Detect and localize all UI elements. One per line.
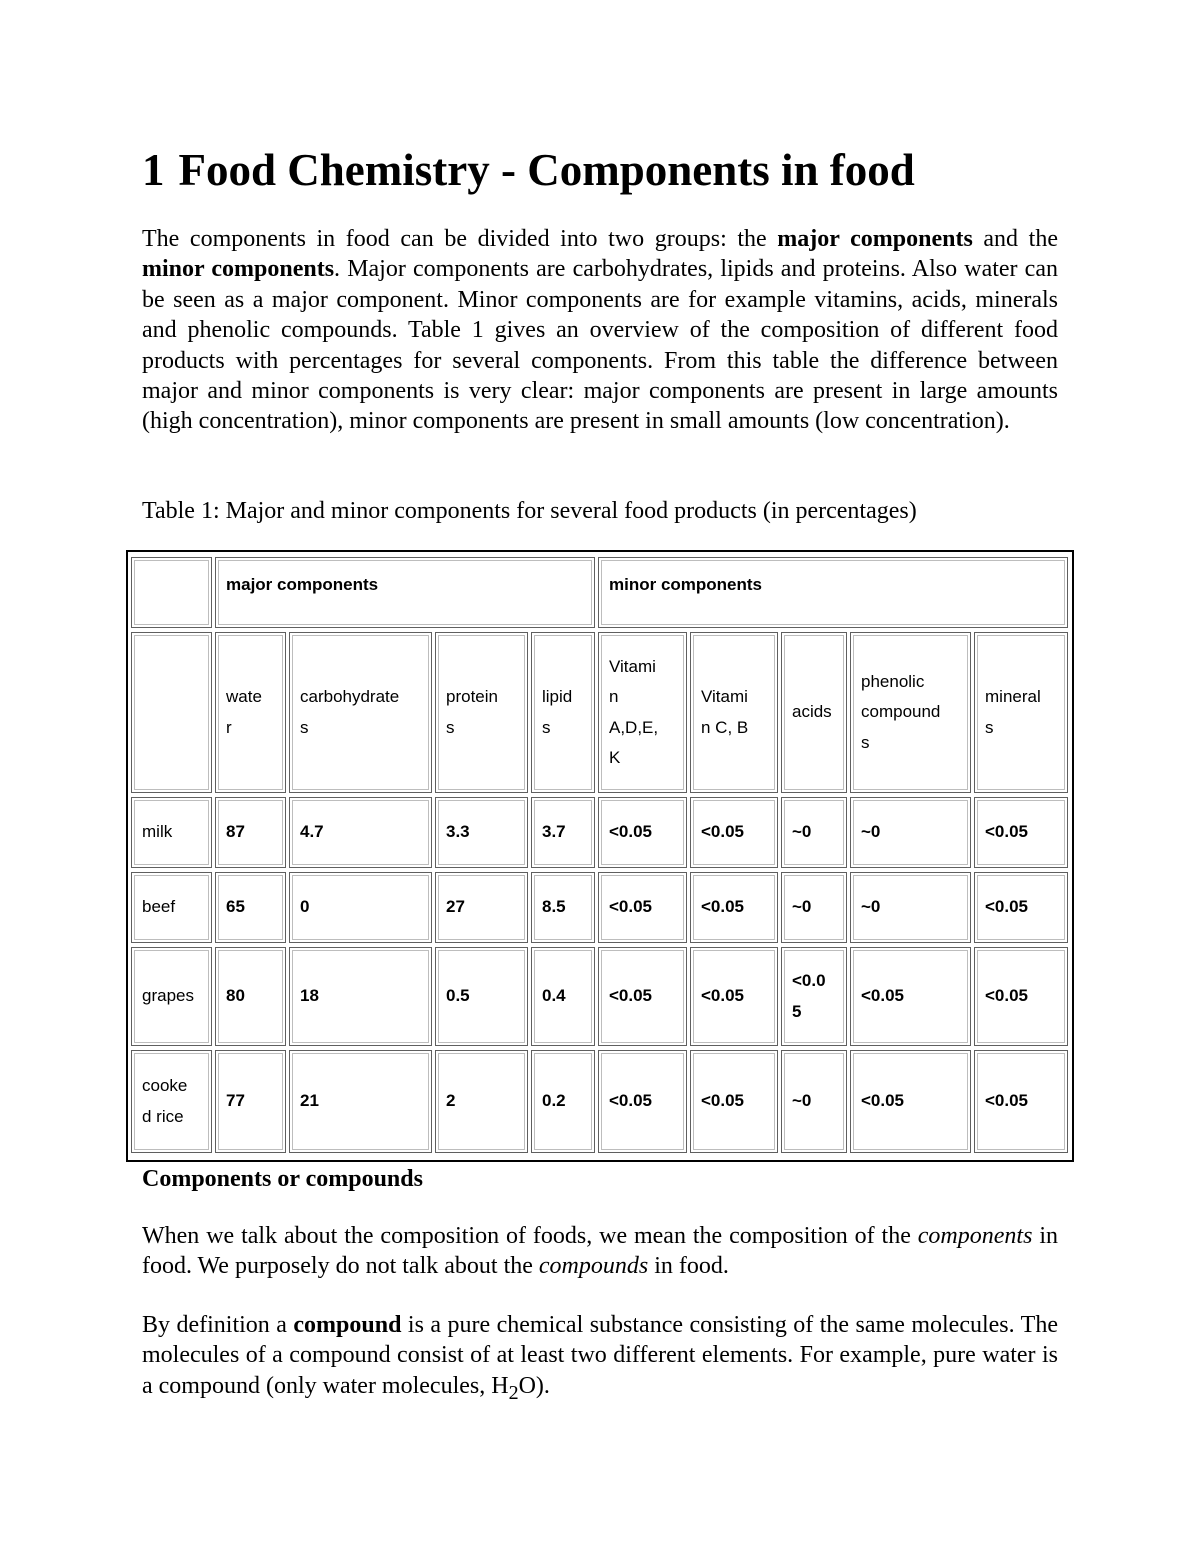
cell-text	[701, 817, 744, 848]
table-value-cell	[974, 797, 1068, 868]
cell-text	[861, 817, 880, 848]
cell-line: 3.3	[446, 822, 470, 842]
column-header	[974, 632, 1068, 793]
cell-line: 4.7	[300, 822, 324, 842]
composition-paragraph	[142, 1221, 1058, 1282]
cell-line: phenolic	[861, 671, 925, 691]
cell-text	[609, 570, 762, 601]
cell-line: beef	[142, 897, 176, 917]
table-value-cell	[781, 1050, 847, 1153]
cell-text	[142, 817, 172, 848]
cell-line: 65	[226, 897, 245, 917]
table-value-cell	[781, 947, 847, 1046]
column-header	[850, 632, 971, 793]
table-value-cell	[289, 1050, 432, 1153]
cell-line: wate	[226, 687, 262, 706]
section-number: 1	[142, 145, 165, 195]
cell-text	[226, 981, 245, 1012]
cell-text	[861, 892, 880, 923]
column-header	[435, 632, 528, 793]
cell-text	[300, 817, 324, 848]
cell-text	[542, 1086, 566, 1117]
cell-line: s	[861, 732, 870, 752]
cell-line: <0.05	[985, 822, 1029, 842]
cell-line: <0.05	[701, 822, 745, 842]
intro-text: and the	[972, 226, 1058, 252]
table-value-cell	[974, 947, 1068, 1046]
cell-line: Vitami	[701, 687, 748, 706]
cell-line: 0.4	[542, 986, 566, 1006]
cell-text	[446, 892, 465, 923]
table-value-cell	[850, 797, 971, 868]
cell-line: ~0	[792, 897, 812, 917]
cell-text	[609, 981, 652, 1012]
table-value-cell	[781, 797, 847, 868]
cell-text	[446, 817, 470, 848]
cell-line: <0.0	[792, 971, 826, 990]
cell-line: <0.05	[609, 1091, 653, 1111]
cell-text	[226, 1086, 245, 1117]
intro-major-term: major components	[777, 226, 973, 252]
row-label	[131, 947, 212, 1046]
cell-line: ~0	[861, 822, 881, 842]
cell-line: 80	[226, 986, 245, 1006]
cell-line: 0.5	[446, 986, 470, 1006]
intro-paragraph	[142, 224, 1058, 437]
cell-line: <0.05	[985, 986, 1029, 1006]
row-label	[131, 872, 212, 943]
cell-text	[542, 682, 572, 743]
cell-text	[226, 682, 262, 743]
cell-text	[300, 682, 399, 743]
cell-line: <0.05	[985, 897, 1029, 917]
cell-line: <0.05	[701, 986, 745, 1006]
table-value-cell	[435, 872, 528, 943]
table-value-cell	[531, 1050, 595, 1153]
para-text: When we talk about the composition of foods, we mean the composition of the	[142, 1223, 918, 1249]
cell-line: <0.05	[609, 986, 653, 1006]
compounds-term: compounds	[538, 1253, 649, 1280]
cell-line: 0.2	[542, 1091, 566, 1111]
cell-text	[142, 1071, 187, 1132]
cell-line: <0.05	[861, 986, 905, 1006]
cell-line: <0.05	[609, 897, 653, 917]
cell-text	[609, 892, 652, 923]
cell-text	[701, 892, 744, 923]
table-value-cell	[690, 947, 778, 1046]
cell-line: acids	[792, 702, 832, 722]
cell-text	[861, 981, 904, 1012]
cell-text	[300, 981, 319, 1012]
cell-line: ~0	[861, 897, 881, 917]
table-value-cell	[598, 797, 687, 868]
cell-line: d rice	[142, 1106, 184, 1126]
cell-line: 8.5	[542, 897, 566, 917]
cell-line: <0.05	[701, 897, 745, 917]
row-label	[131, 797, 212, 868]
table-value-cell	[435, 947, 528, 1046]
table-value-cell	[850, 872, 971, 943]
cell-line: cooke	[142, 1076, 188, 1095]
table-value-cell	[598, 947, 687, 1046]
cell-text	[609, 817, 652, 848]
cell-text	[985, 981, 1028, 1012]
table-value-cell	[215, 797, 286, 868]
cell-line: 2	[446, 1091, 456, 1111]
table-value-cell	[289, 947, 432, 1046]
column-header	[690, 632, 778, 793]
components-table	[126, 550, 1074, 1162]
cell-line: Vitami	[609, 656, 656, 676]
cell-text	[985, 817, 1028, 848]
table-value-cell	[690, 797, 778, 868]
para-text: in food.	[648, 1253, 729, 1280]
blank-header-cell	[131, 632, 212, 793]
cell-line: n	[609, 687, 619, 706]
column-header	[598, 632, 687, 793]
cell-line: minor components	[609, 575, 763, 594]
cell-line: <0.05	[861, 1091, 905, 1111]
cell-line: compound	[861, 702, 941, 722]
cell-text	[861, 667, 940, 759]
section-subheading: Components or compounds	[142, 1166, 423, 1192]
table-value-cell	[974, 1050, 1068, 1153]
row-label	[131, 1050, 212, 1153]
table-value-cell	[690, 1050, 778, 1153]
cell-text	[446, 1086, 455, 1117]
intro-text: . Major components are carbohydrates, lipids and proteins. Also water can be seen as a major component. Minor components are for example vitamins, acids, minerals and phenolic compounds. Table 1 gives an overview of the composition of different food products with percentages for several components. From this table the difference between major and minor components is very clear: major components are present in large amounts (high concentration), minor components are present in small amounts (low concentration).	[142, 256, 1058, 435]
table-value-cell	[974, 872, 1068, 943]
cell-text	[542, 892, 566, 923]
minor-components-header	[598, 557, 1068, 628]
table-value-cell	[531, 947, 595, 1046]
cell-line: s	[985, 717, 994, 737]
table-value-cell	[215, 947, 286, 1046]
cell-line: 18	[300, 986, 319, 1006]
cell-text	[542, 981, 566, 1012]
table-value-cell	[435, 797, 528, 868]
column-header	[215, 632, 286, 793]
cell-text	[446, 682, 498, 743]
table-value-cell	[690, 872, 778, 943]
cell-text	[300, 1086, 319, 1117]
cell-line: lipid	[542, 687, 573, 706]
table-value-cell	[598, 1050, 687, 1153]
cell-text	[701, 981, 744, 1012]
cell-text	[792, 697, 832, 728]
para-text: is a pure chemical substance consisting of the same molecules. The molecules of a compound consist of at least two different elements. For example, pure water is a compound (only water molecules, H	[142, 1312, 1058, 1399]
cell-text	[701, 682, 748, 743]
cell-line: ~0	[792, 1091, 812, 1111]
table-value-cell	[435, 1050, 528, 1153]
para-text: By definition a	[142, 1312, 294, 1338]
components-term: components	[917, 1223, 1033, 1249]
cell-line: <0.05	[701, 1091, 745, 1111]
cell-text	[985, 682, 1041, 743]
cell-line: ~0	[792, 822, 812, 842]
cell-text	[226, 817, 245, 848]
cell-text	[985, 892, 1028, 923]
cell-text	[142, 981, 194, 1012]
cell-line: 77	[226, 1091, 245, 1111]
cell-text	[792, 817, 811, 848]
cell-line: carbohydrate	[300, 687, 400, 706]
cell-line: 5	[792, 1001, 802, 1021]
table-value-cell	[598, 872, 687, 943]
table-value-cell	[850, 947, 971, 1046]
para-text: O).	[518, 1372, 550, 1399]
cell-text	[446, 981, 470, 1012]
column-header	[531, 632, 595, 793]
table-value-cell	[215, 1050, 286, 1153]
table-value-cell	[531, 872, 595, 943]
para-text: in food. We purposely do not talk about the	[142, 1223, 1058, 1280]
column-header	[289, 632, 432, 793]
intro-text: The components in food can be divided into two groups: the	[142, 226, 778, 252]
cell-line: milk	[142, 822, 173, 842]
intro-minor-term: minor components	[142, 256, 335, 283]
table-value-cell	[289, 797, 432, 868]
cell-text	[226, 570, 378, 601]
compound-term: compound	[293, 1312, 402, 1338]
cell-line: 21	[300, 1091, 319, 1111]
cell-line: s	[542, 717, 551, 737]
cell-text	[609, 652, 658, 774]
cell-line: r	[226, 717, 232, 737]
table-value-cell	[781, 872, 847, 943]
page-title	[142, 140, 915, 200]
cell-line: n C, B	[701, 717, 749, 737]
table-value-cell	[531, 797, 595, 868]
cell-text	[701, 1086, 744, 1117]
cell-line: s	[446, 717, 455, 737]
cell-text	[792, 966, 826, 1027]
table-caption: Table 1: Major and minor components for several food products (in percentages)	[142, 498, 917, 524]
cell-line: <0.05	[985, 1091, 1029, 1111]
corner-cell	[131, 557, 212, 628]
cell-line: grapes	[142, 986, 194, 1006]
cell-text	[792, 1086, 811, 1117]
cell-text	[300, 892, 309, 923]
section-title: Food Chemistry - Components in food	[178, 145, 915, 195]
cell-line: s	[300, 717, 309, 737]
cell-line: protein	[446, 687, 498, 706]
cell-text	[609, 1086, 652, 1117]
table-value-cell	[850, 1050, 971, 1153]
cell-line: 27	[446, 897, 465, 917]
cell-line: 3.7	[542, 822, 566, 842]
cell-text	[542, 817, 566, 848]
cell-line: 87	[226, 822, 245, 842]
definition-paragraph	[142, 1310, 1058, 1408]
cell-text	[861, 1086, 904, 1117]
cell-text	[226, 892, 245, 923]
cell-text	[792, 892, 811, 923]
table-value-cell	[289, 872, 432, 943]
cell-text	[985, 1086, 1028, 1117]
cell-line: major components	[226, 575, 379, 594]
cell-line: K	[609, 748, 621, 767]
cell-text	[142, 892, 175, 923]
subscript-two: 2	[508, 1381, 519, 1404]
cell-line: A,D,E,	[609, 717, 659, 737]
cell-line: mineral	[985, 687, 1041, 706]
table-value-cell	[215, 872, 286, 943]
major-components-header	[215, 557, 595, 628]
column-header	[781, 632, 847, 793]
cell-line: 0	[300, 897, 310, 917]
cell-line: <0.05	[609, 822, 653, 842]
